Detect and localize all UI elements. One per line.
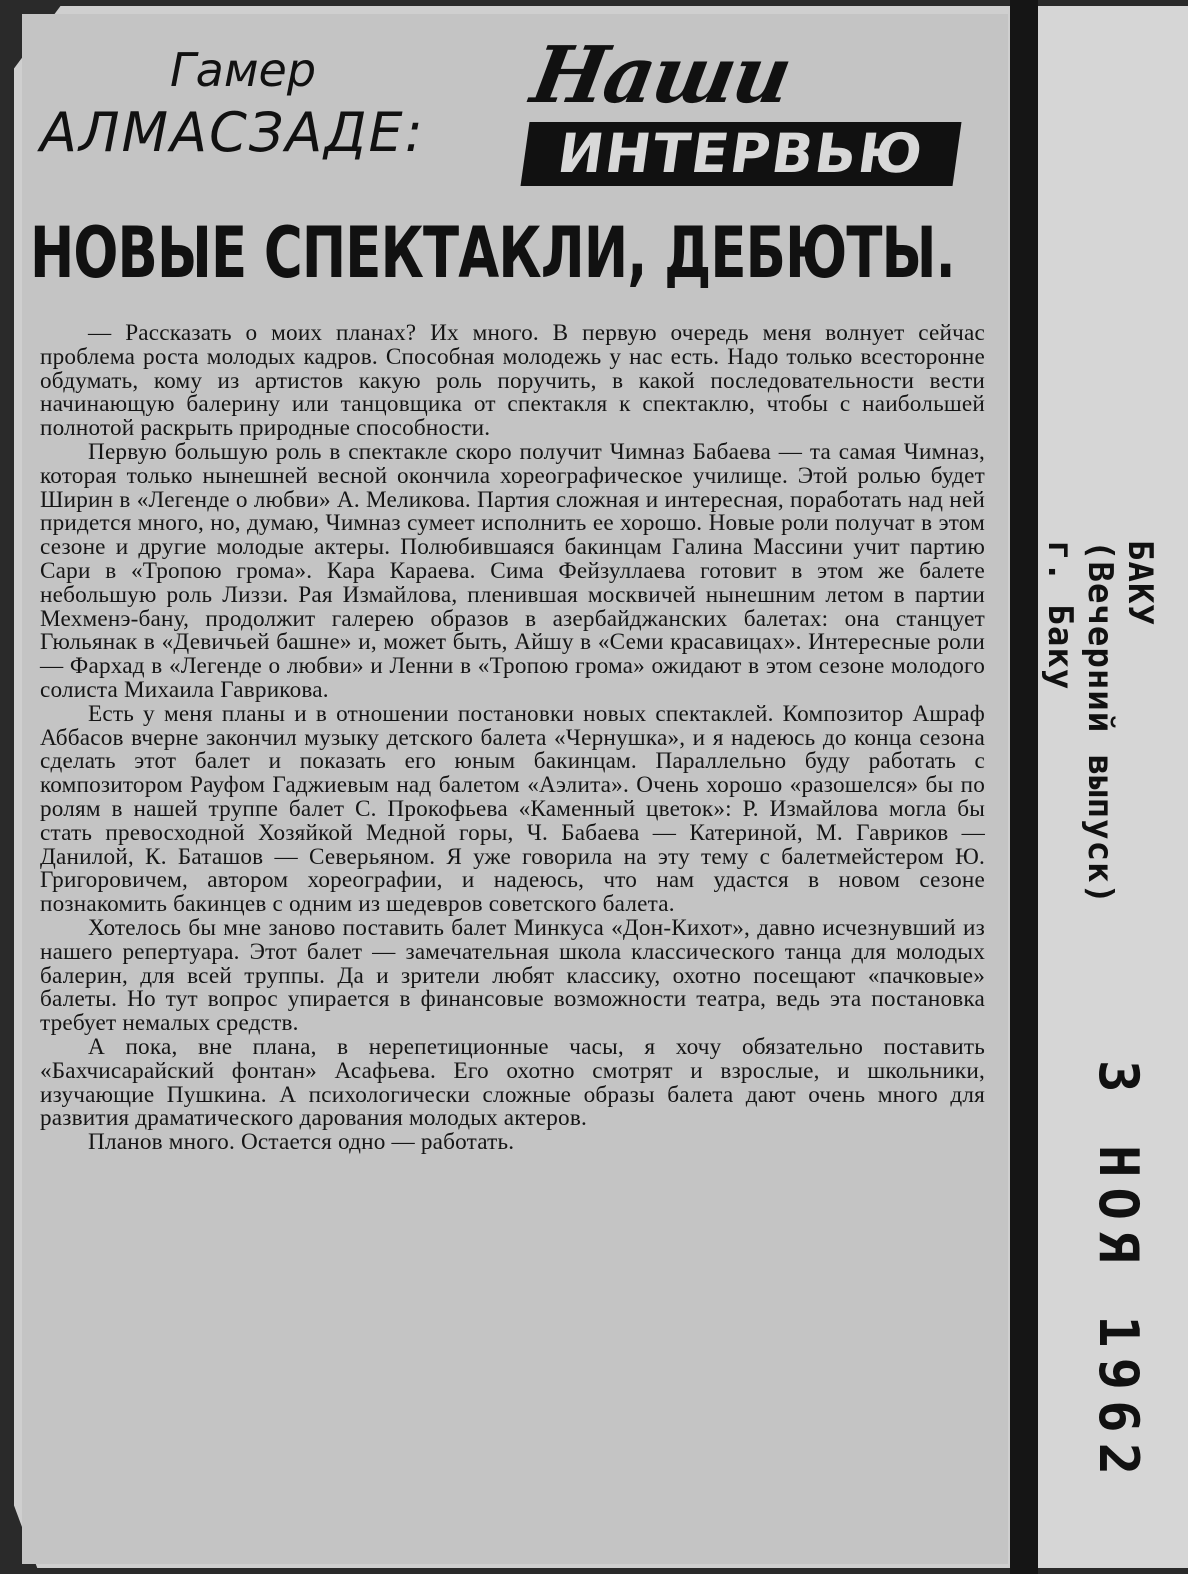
article-paragraph: Хотелось бы мне заново поставить балет Минкуса «Дон-Кихот», давно исчезнувший из нашего репертуара. Этот балет — замечательная школа классического танца для молодых балерин, для всей труппы. Да и зрители любят классику, охотно посещают «пачковые» балеты. Но тут вопрос упирается в финансовые возможности театра, ведь эта постановка требует немалых средств. xyxy=(40,914,985,1037)
stamp-city: БАКУ xyxy=(1120,540,1160,626)
stamp-city-short: г. Баку xyxy=(1040,540,1080,691)
date-stamp: 3 НОЯ 1962 xyxy=(1087,1060,1150,1486)
byline-last-name: АЛМАСЗАДЕ: xyxy=(40,101,425,164)
stamp-publication: (Вечерний выпуск) xyxy=(1080,540,1120,905)
clipping-edge-strip xyxy=(1010,0,1038,1574)
article-paragraph: А пока, вне плана, в нерепетиционные часы, я хочу обязательно поставить «Бахчисарайский фонтан» Асафьева. Его охотно смотрят и взрослые, и школьники, изучающие Пушкина. А психологически сложные образы балета дают очень много для развития драматического дарования молодых актеров. xyxy=(40,1033,985,1132)
byline xyxy=(40,40,510,166)
article-body xyxy=(40,322,985,1155)
article-paragraph: Первую большую роль в спектакле скоро получит Чимназ Бабаева — та самая Чимназ, которая только нынешней весной окончила хореографическое училище. Этой ролью будет Ширин в «Легенде о любви» А. Меликова. Партия сложная и интересная, поработать над ней придется много, но, думаю, Чимназ сумеет исполнить ее хорошо. Новые роли получат в этом сезоне и другие молодые актеры. Полюбившаяся бакинцам Галина Массини учит партию Сари в «Тропою грома». Кара Караева. Сима Фейзуллаева готовит в этом же балете небольшую роль Лиззи. Рая Измайлова, пленившая москвичей нынешним летом в партии Мехменэ-бану, продолжит галерею образов в азербайджанских балетах: она станцует Гюльянак в «Девичьей башне» и, может быть, Айшу в «Семи красавицах». Интересные роли — Фархад в «Легенде о любви» и Ленни в «Тропою грома» ожидают в этом сезоне молодого солиста Михаила Гаврикова. xyxy=(40,438,985,703)
rubric-script: Наши xyxy=(524,30,797,121)
article-paragraph: Планов много. Остается одно — работать. xyxy=(88,1129,515,1156)
rubric-banner: ИНТЕРВЬЮ xyxy=(521,122,962,186)
article-paragraph: Есть у меня планы и в отношении постановки новых спектаклей. Композитор Ашраф Аббасов вчерне закончил музыку детского балета «Чернушка», и я надеюсь до конца сезона сделать этот балет и показать его юным бакинцам. Параллельно буду работать с композитором Рауфом Гаджиевым над балетом «Аэлита». Очень хорошо «разошелся» бы по ролям в нашей труппе балет С. Прокофьева «Каменный цветок»: Р. Измайлова могла бы стать превосходной Хозяйкой Медной горы, Ч. Бабаева — Катериной, М. Гавриков — Данилой, К. Баташов — Северьяном. Я уже говорила на эту тему с балетмейстером Ю. Григоровичем, автором хореографии, и надеюсь, что нам удастся в новом сезоне познакомить бакинцев с одним из шедевров советского балета. xyxy=(40,700,985,918)
byline-first-name: Гамер xyxy=(170,43,317,97)
source-stamp xyxy=(1040,540,1160,905)
article-paragraph: — Рассказать о моих планах? Их много. В первую очередь меня волнует сейчас проблема роста молодых кадров. Способная молодежь у нас есть. Надо только всесторонне обдумать, кому из артистов какую роль поручить, в какой последовательности вести начинающую балерину или танцовщика от спектакля к спектаклю, чтобы с наибольшей полнотой раскрыть природные способности. xyxy=(40,320,985,442)
headline: НОВЫЕ СПЕКТАКЛИ, ДЕБЮТЫ. xyxy=(30,212,955,294)
rubric-logo xyxy=(525,30,965,190)
